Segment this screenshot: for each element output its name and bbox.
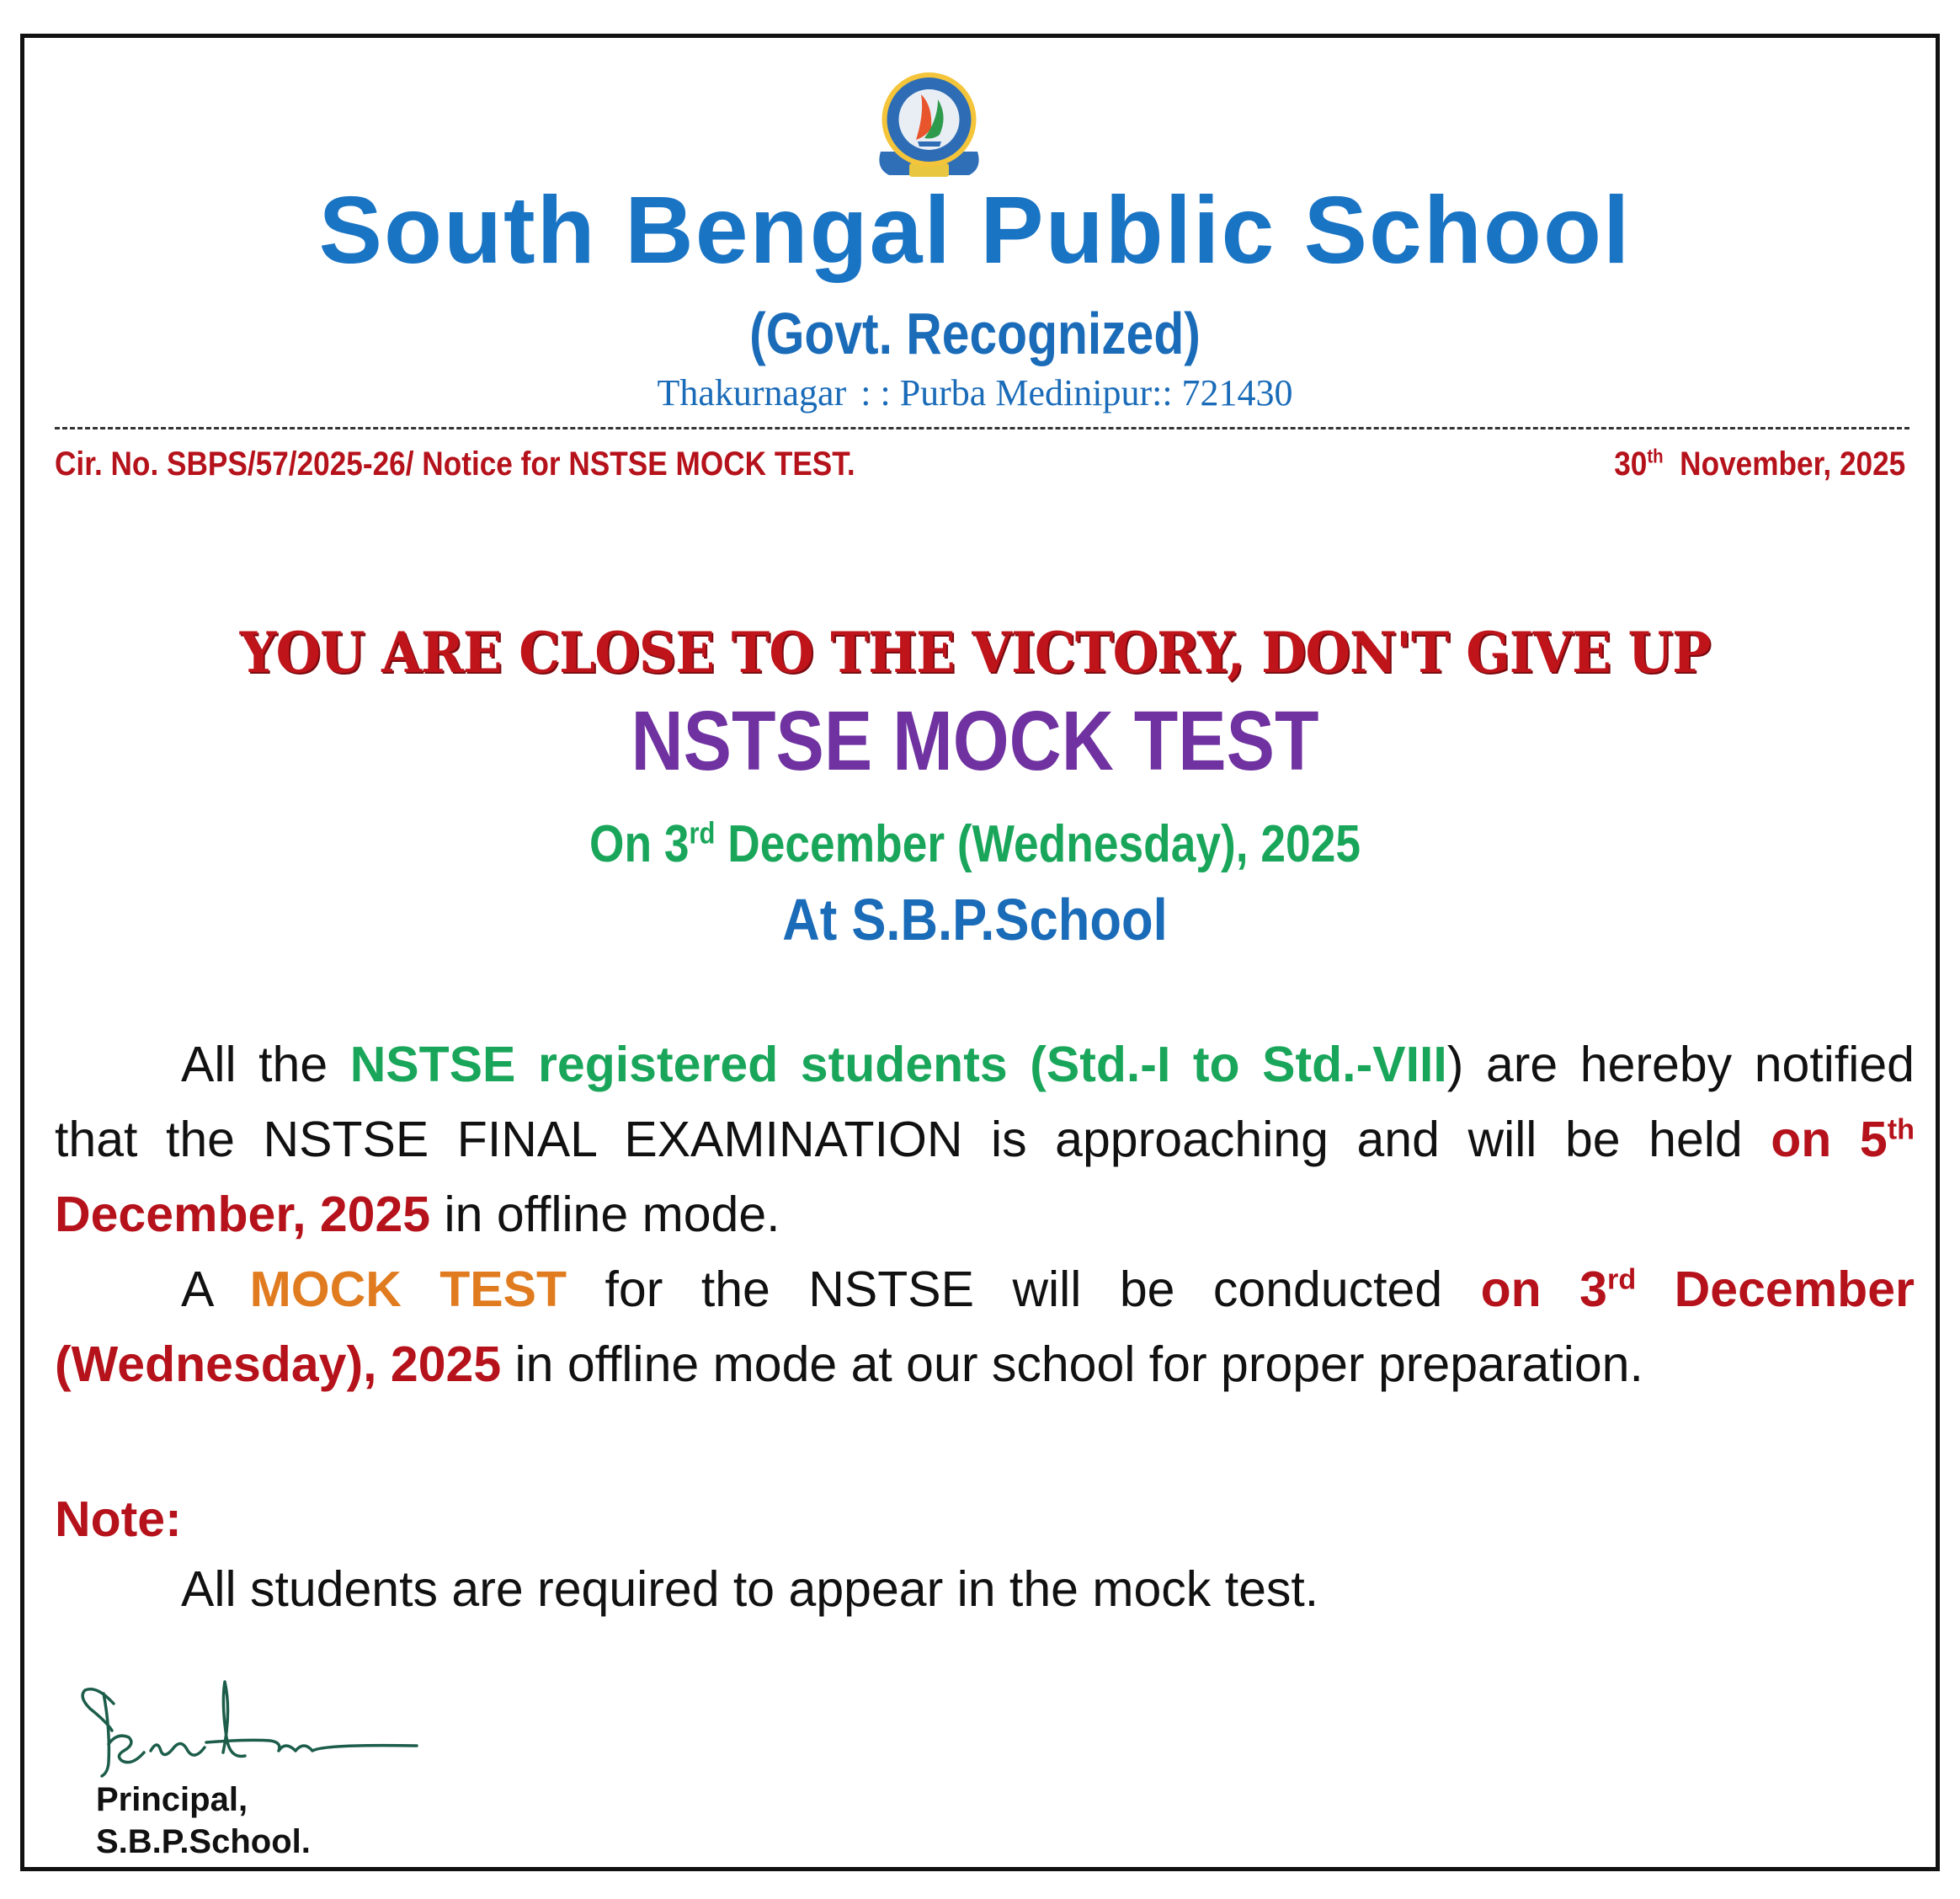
note-text: All students are required to appear in the mock test. (181, 1561, 1319, 1617)
notice-body (55, 1027, 1915, 1402)
p2-date-a: on 3 (1480, 1262, 1607, 1317)
event-title: NSTSE MOCK TEST (631, 694, 1319, 788)
circular-date-day: 30 (1613, 445, 1648, 483)
header-divider (55, 427, 1909, 429)
school-name: South Bengal Public School (318, 177, 1632, 283)
body-paragraph-2 (55, 1252, 1915, 1402)
circular-number: Cir. No. SBPS/57/2025-26/ Notice for NSTSE MOCK TEST. (55, 445, 855, 483)
principal-school: S.B.P.School. (96, 1823, 311, 1860)
principal-title: Principal, (96, 1781, 248, 1818)
p1-highlight: NSTSE registered students (Std.-I to Std.-VIII (349, 1037, 1447, 1092)
p1-date-sup: th (1887, 1113, 1915, 1146)
p1-text-c: in offline mode. (430, 1187, 780, 1242)
event-date (153, 815, 1797, 873)
p1-text-b: ) are hereby notified that the NSTSE FINAL EXAMINATION is approaching and will be held (55, 1037, 1915, 1167)
address-separator: : : (860, 372, 891, 413)
address-pin: 721430 (1181, 372, 1293, 413)
event-date-rest: December (Wednesday), 2025 (727, 815, 1361, 873)
p2-date-sup: rd (1607, 1263, 1637, 1296)
event-date-suffix: rd (689, 815, 716, 851)
p2-text-a: A (181, 1262, 250, 1317)
address-separator: :: (1152, 372, 1173, 413)
circular-date-rest: November, 2025 (1679, 445, 1905, 483)
p2-date-b: December (Wednesday), 2025 (55, 1262, 1915, 1392)
address-locality: Thakurnagar (657, 372, 847, 413)
school-logo-icon (872, 69, 986, 189)
address-district: Purba Medinipur (899, 372, 1153, 413)
p2-text-b: for the NSTSE will be conducted (567, 1262, 1481, 1317)
p2-text-c: in offline mode at our school for proper preparation. (501, 1336, 1643, 1392)
p1-text-a: All the (181, 1037, 350, 1092)
school-address (20, 372, 1931, 413)
p2-highlight: MOCK TEST (249, 1262, 567, 1317)
motivational-headline: YOU ARE CLOSE TO THE VICTORY, DON'T GIVE UP (239, 620, 1711, 685)
note-label: Note: (55, 1491, 182, 1547)
p1-date-b: December, 2025 (55, 1187, 431, 1242)
circular-date (1614, 445, 1905, 483)
event-date-prefix: On 3 (589, 815, 690, 873)
notice-document (20, 34, 1940, 1871)
event-venue: At S.B.P.School (782, 887, 1168, 952)
p1-date-a: on 5 (1771, 1112, 1888, 1167)
circular-date-suffix: th (1647, 445, 1664, 467)
school-recognition: (Govt. Recognized) (749, 301, 1201, 366)
body-paragraph-1 (55, 1027, 1915, 1252)
